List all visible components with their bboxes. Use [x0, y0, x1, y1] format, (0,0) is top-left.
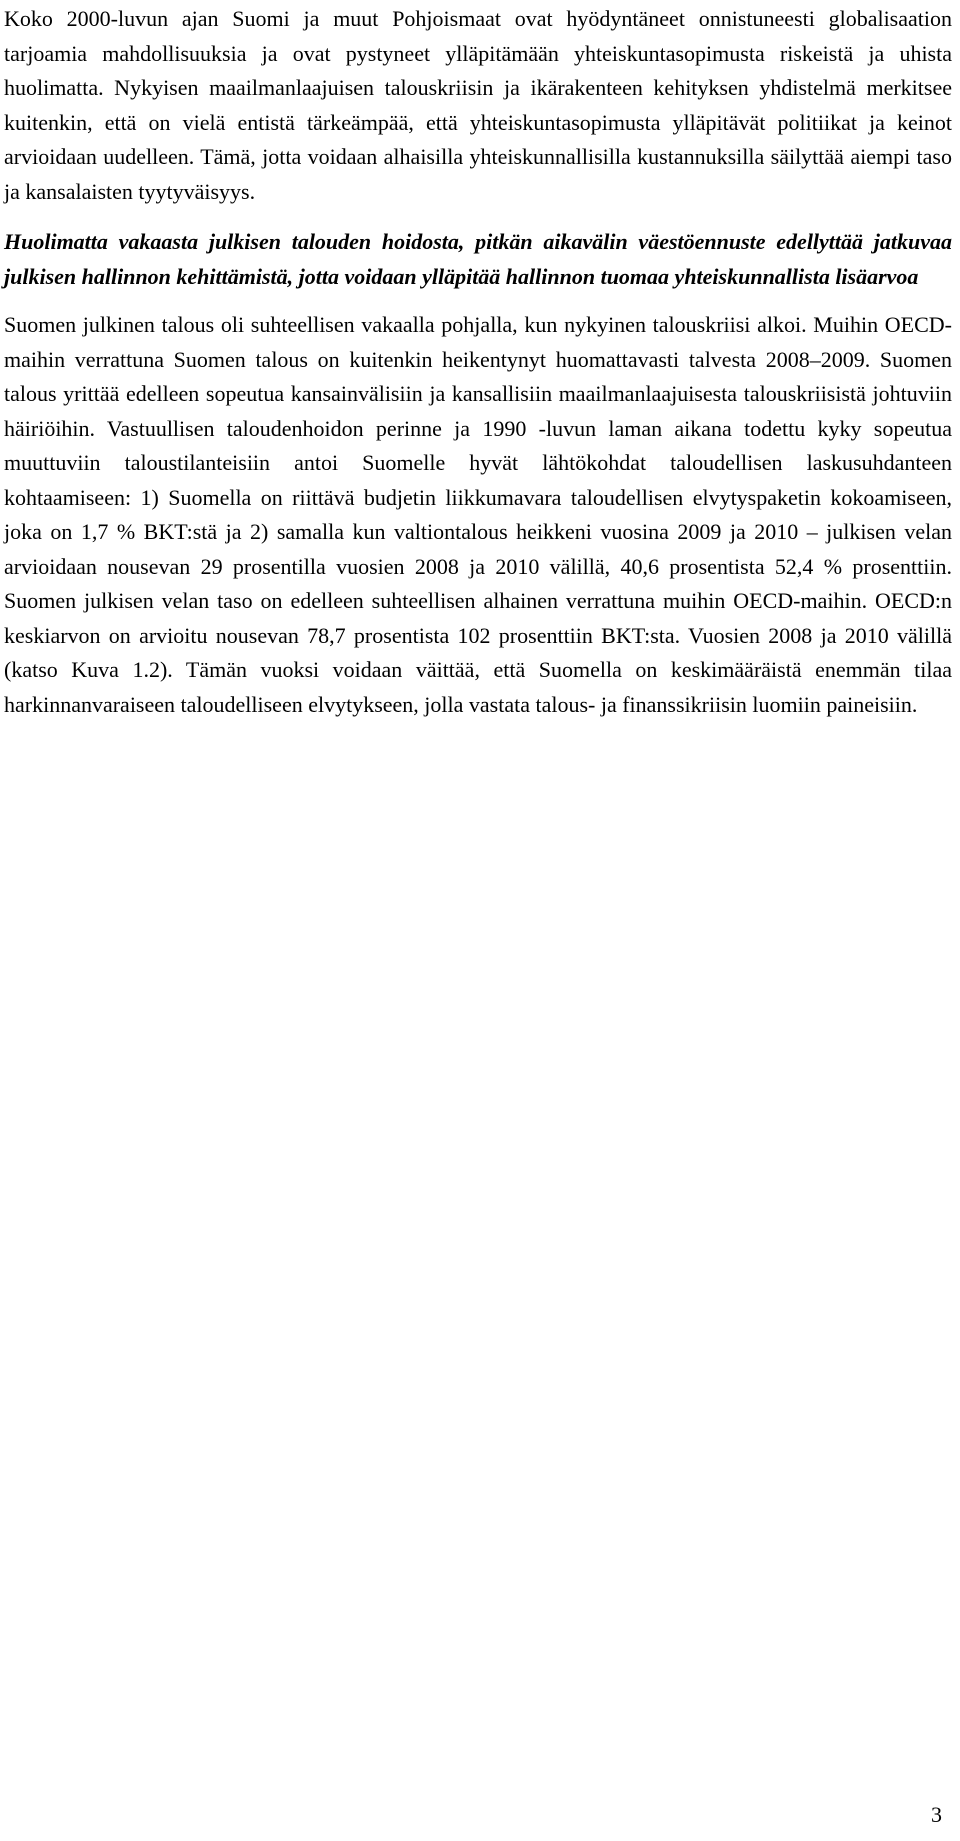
paragraph-intro: Koko 2000-luvun ajan Suomi ja muut Pohjoismaat ovat hyödyntäneet onnistuneesti globalisaation tarjoamia mahdollisuuksia ja ovat pystyneet ylläpitämään yhteiskuntasopimusta riskeistä ja uhista huolimatta. Nykyisen maailmanlaajuisen talouskriisin ja ikärakenteen kehityksen yhdistelmä merkitsee kuitenkin, että on vielä entistä tärkeämpää, että yhteiskuntasopimusta ylläpitävät politiikat ja keinot arvioidaan uudelleen. Tämä, jotta voidaan alhaisilla yhteiskunnallisilla kustannuksilla säilyttää aiempi taso ja kansalaisten tyytyväisyys. — [4, 6, 952, 204]
section-heading: Huolimatta vakaasta julkisen talouden hoidosta, pitkän aikavälin väestöennuste edellyttää jatkuvaa julkisen hallinnon kehittämistä, jotta voidaan ylläpitää hallinnon tuomaa yhteiskunnallista lisäarvoa — [4, 229, 952, 289]
document-page — [4, 0, 952, 722]
paragraph-public-finance: Suomen julkinen talous oli suhteellisen vakaalla pohjalla, kun nykyinen talouskriisi alkoi. Muihin OECD-maihin verrattuna Suomen talous on kuitenkin heikentynyt huomattavasti talvesta 2008–2009. Suomen talous yrittää edelleen sopeutua kansainvälisiin ja kansallisiin maailmanlaajuisesta talouskriisistä johtuviin häiriöihin. Vastuullisen taloudenhoidon perinne ja 1990 -luvun laman aikana todettu kyky sopeutua muuttuviin taloustilanteisiin antoi Suomelle hyvät lähtökohdat taloudellisen laskusuhdanteen kohtaamiseen: 1) Suomella on riittävä budjetin liikkumavara taloudellisen elvytyspaketin kokoamiseen, joka on 1,7 % BKT:stä ja 2) samalla kun valtiontalous heikkeni vuosina 2009 ja 2010 – julkisen velan arvioidaan nousevan 29 prosentilla vuosien 2008 ja 2010 välillä, 40,6 prosentista 52,4 % prosenttiin. Suomen julkisen velan taso on edelleen suhteellisen alhainen verrattuna muihin OECD-maihin. OECD:n keskiarvon on arvioitu nousevan 78,7 prosentista 102 prosenttiin BKT:sta. Vuosien 2008 ja 2010 välillä (katso Kuva 1.2). Tämän vuoksi voidaan väittää, että Suomella on keskimääräistä enemmän tilaa harkinnanvaraiseen taloudelliseen elvytykseen, jolla vastata talous- ja finanssikriisin luomiin paineisiin. — [4, 312, 952, 717]
page-number: 3 — [931, 1802, 942, 1827]
